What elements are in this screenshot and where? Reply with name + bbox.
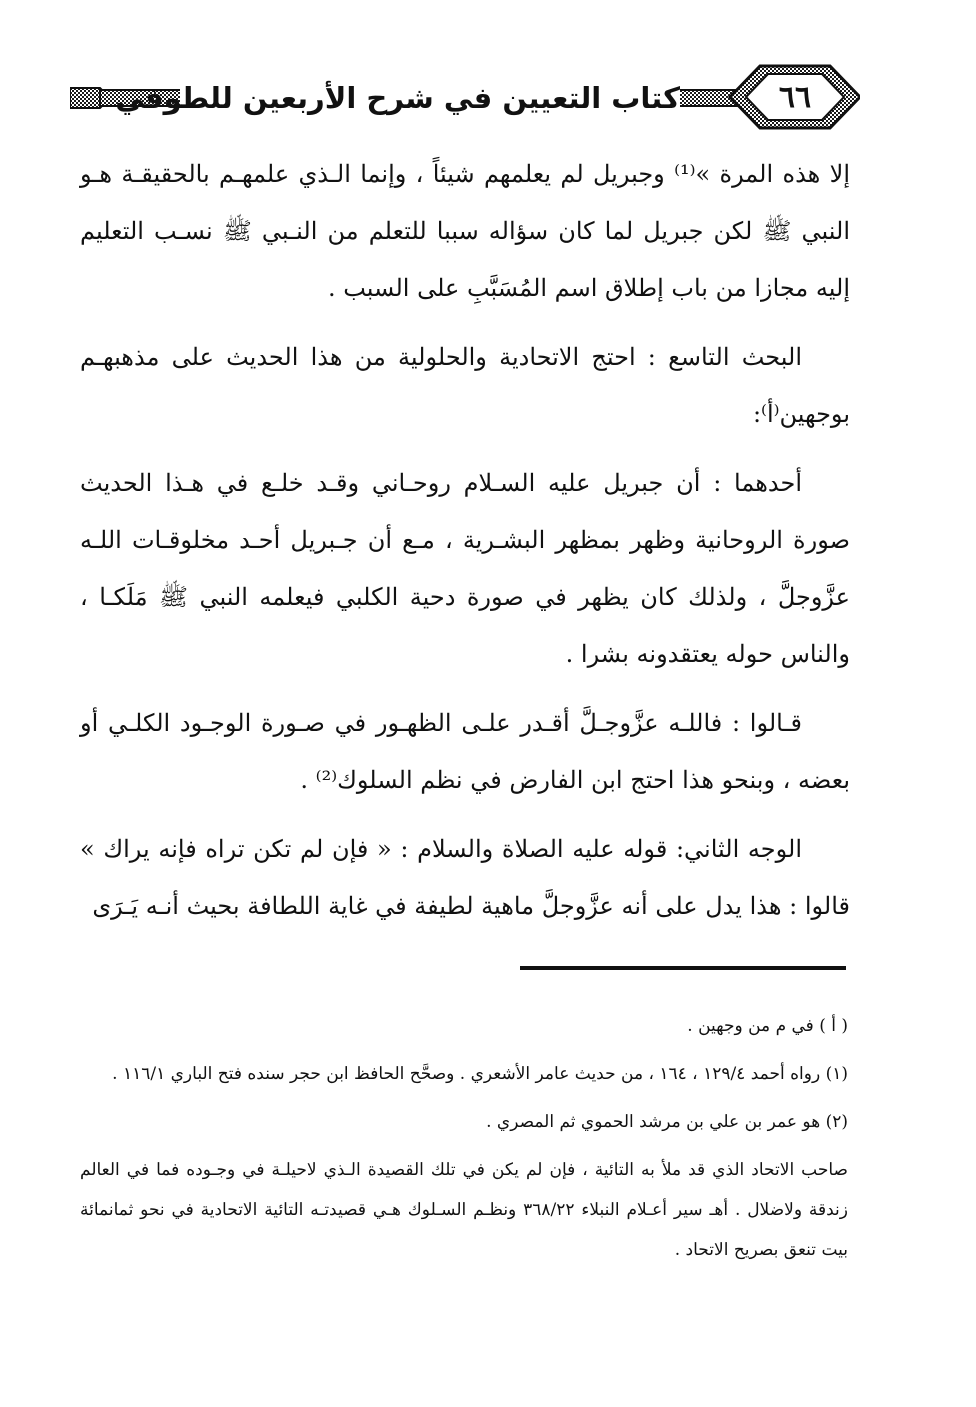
- paragraph-1: إلا هذه المرة »⁽¹⁾ وجبريل لم يعلمهم شيئاً ، وإنما الـذي علمهـم بالحقيقـة هـو النبي ﷺ لكن جبريل لما كان سؤاله سببا للتعلم من النـبي ﷺ نسـب التعليم إليه مجازا من باب إطلاق اسم المُسَبَّبِ على السبب .: [80, 160, 850, 302]
- page-header: [70, 60, 860, 134]
- paragraph-4: قـالوا : فاللـه عزَّوجـلَّ أقـدر علـى الظهـور في صـورة الوجـود الكلـي أو بعضه ، وبنحو هذا احتج ابن الفارض في نظم السلوك⁽²⁾ .: [80, 709, 850, 794]
- footnote-a: ( أ ) في م من وجهين .: [687, 1016, 848, 1036]
- paragraph-3: أحدهما : أن جبريل عليه السـلام روحـاني وقـد خلـع في هـذا الحديث صورة الروحانية وظهر بمظهر البشـرية ، مـع أن جـبريل أحـد مخلوقـات اللـه عزَّوجلَّ ، ولذلك كان يظهر في صورة دحية الكلبي فيعلمه النبي ﷺ مَلَكـا ، والناس حوله يعتقدونه بشرا .: [80, 469, 850, 668]
- footnote-separator: [520, 966, 846, 970]
- main-text: [80, 146, 850, 947]
- footnote-2: (٢) هو عمر بن علي بن مرشد الحموي ثم المصري .: [486, 1112, 848, 1132]
- paragraph-5: الوجه الثاني: قوله عليه الصلاة والسلام : « فإن لم تكن تراه فإنه يراك » قالوا : هذا يدل على أنه عزَّوجلَّ ماهية لطيفة في غاية اللطافة بحيث أنـه يَـرَى: [80, 835, 850, 920]
- book-title: كتاب التعيين في شرح الأربعين للطوفي: [180, 74, 680, 122]
- paragraph-2: البحث التاسع : احتج الاتحادية والحلولية من هذا الحديث على مذهبهـم بوجهين⁽أ⁾:: [80, 343, 850, 428]
- footnote-2-continuation: صاحب الاتحاد الذي قد ملأ به التائية ، فإن لم يكن في تلك القصيدة الـذي لاحيلـة في وجـوده فما في العالم زندقة ولاضلال . أهـ سير أعـلام النبلاء ٣٦٨/٢٢ ونظـم السـلوك هـي قصيدتـه التائية الاتحادية في نحو ثمانمائة بيت تنعق بصريح الاتحاد .: [80, 1160, 848, 1260]
- footnotes: [80, 1006, 848, 1278]
- footnote-1: (١) رواه أحمد ١٢٩/٤ ، ١٦٤ ، من حديث عامر الأشعري . وصحَّح الحافظ ابن حجر سنده فتح الباري ١١٦/١ .: [112, 1064, 848, 1084]
- page-number: ٦٦: [778, 80, 812, 115]
